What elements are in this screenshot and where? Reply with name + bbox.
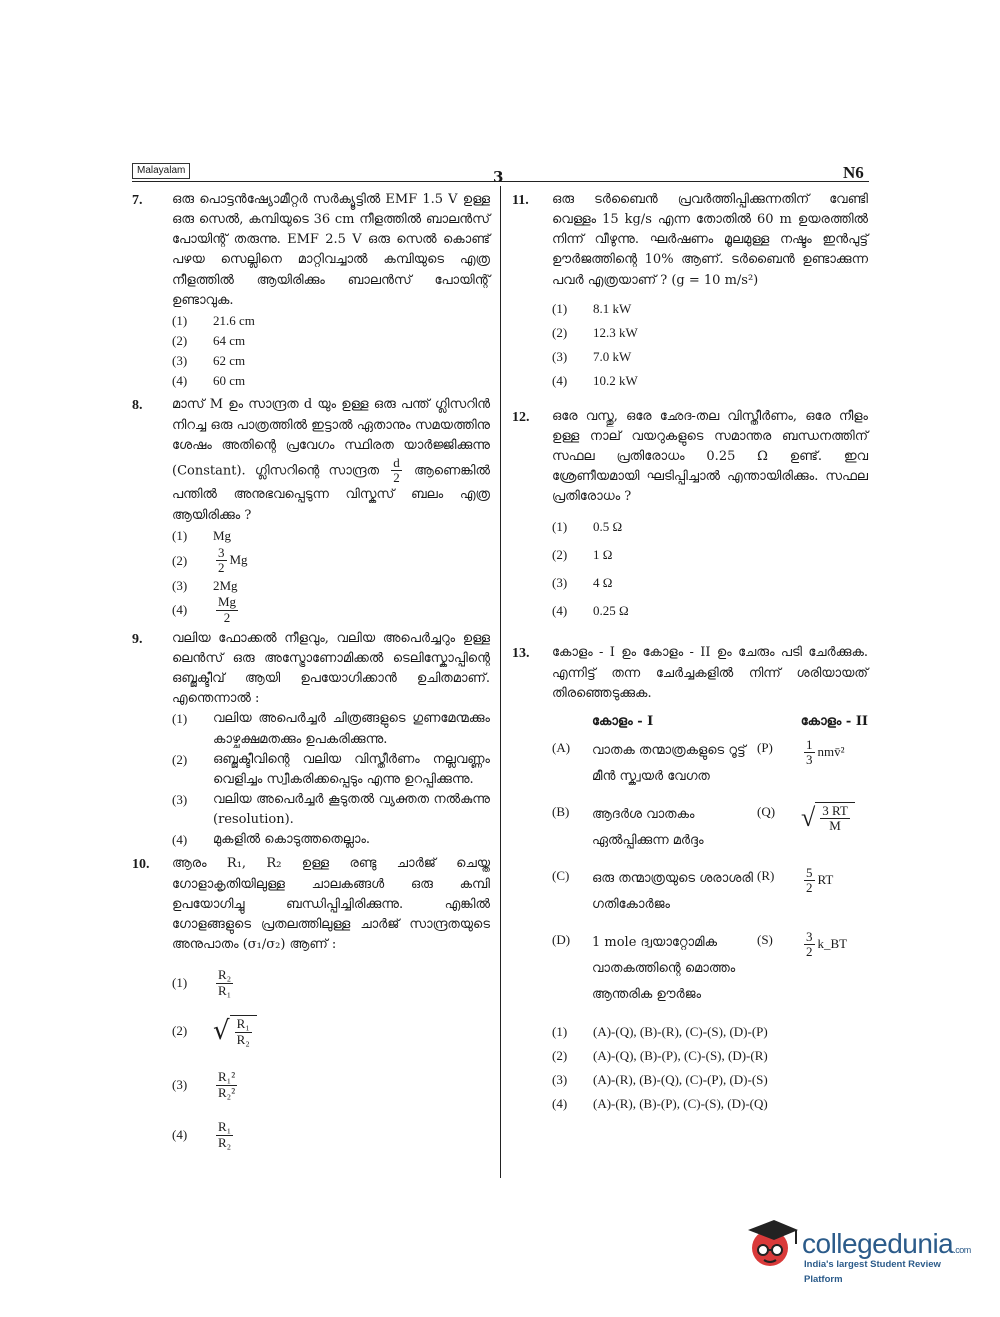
option-value: 0.5 Ω (593, 519, 623, 535)
brand-tld: .com (953, 1245, 971, 1255)
question-text-part-a: മാസ് M ഉം സാന്ദ്രത d യും ഉള്ള ഒരു പന്ത് ഗ്ലിസറിൻ നിറച്ച ഒരു പാത്രത്തിൽ ഇട്ടാൽ ഏതാനും സമയത്തിനു ശേഷം അതിന്റെ പ്രവേഗം സ്ഥിരത യാർജ്ജിക്കുന്നു (Constant). ഗ്ലിസറിന്റെ സാന്ദ്രത (172, 397, 490, 479)
option-value: 60 cm (213, 373, 246, 389)
option-value: 62 cm (213, 353, 246, 369)
option-label: (4) (552, 372, 568, 388)
match-label: (R) (757, 867, 775, 883)
options (172, 961, 490, 1157)
row-text: വാതക തന്മാത്രകളുടെ റൂട്ട് മീൻ സ്ക്വയർ വേഗത (592, 742, 746, 784)
option-fraction (235, 1017, 252, 1047)
option-label: (1) (172, 312, 188, 328)
option-label: (2) (172, 751, 188, 767)
option-label: (4) (552, 1095, 568, 1111)
option-fraction (216, 595, 238, 625)
formula-suffix: nmv̄² (817, 743, 845, 759)
option-label: (4) (172, 832, 188, 848)
fraction-numerator: d (393, 454, 400, 470)
option (552, 513, 868, 541)
option (552, 1092, 868, 1116)
fraction-denominator: M (829, 818, 841, 834)
option-label: (4) (172, 373, 188, 389)
square-root (801, 802, 855, 834)
question-text-part-b: ആണെങ്കിൽ പന്തിൽ അനുഭവപ്പെടുന്ന വിസ്കസ് ബലം എത്ര ആയിരിക്കും ? (172, 463, 490, 523)
question-text: കോളം - I ഉം കോളം - II ഉം ചേരും പടി ചേർക്കുക. എന്നിട്ട് തന്ന ചേർച്ചകളിൽ നിന്ന് ശരിയായത് തിരഞ്ഞെടുക്കുക. (552, 645, 868, 701)
option-label: (2) (552, 324, 568, 340)
option (172, 331, 490, 351)
formula-fraction (804, 866, 815, 896)
fraction-denominator: R₂ (218, 1134, 232, 1150)
option-value: Mg (213, 527, 232, 543)
language-tag: Malayalam (132, 163, 190, 179)
option-value (213, 546, 248, 576)
options (172, 311, 490, 392)
match-label: (Q) (757, 803, 776, 819)
fraction-denominator: 2 (223, 609, 231, 625)
option (172, 546, 490, 576)
option (552, 541, 868, 569)
option-value: മുകളിൽ കൊടുത്തതെല്ലാം. (213, 832, 371, 848)
option-value: (A)-(R), (B)-(P), (C)-(S), (D)-(Q) (593, 1095, 768, 1111)
option-value: 64 cm (213, 332, 246, 348)
option-value: ഒബ്ജക്ടീവിന്റെ വലിയ വിസ്തീർണം നല്ലവണ്ണം വെളിച്ചം സ്വീകരിക്കപ്പെടും എന്നു ഉറപ്പിക്കുന്നു. (213, 751, 490, 787)
option (172, 1005, 490, 1057)
right-column (512, 190, 868, 1120)
square-root (213, 1015, 257, 1047)
fraction-denominator: R₂² (218, 1084, 236, 1100)
option-label: (3) (172, 353, 188, 369)
paper-code: N6 (843, 163, 864, 182)
question-text (172, 395, 490, 525)
fraction-denominator: 2 (806, 880, 813, 896)
option (172, 371, 490, 391)
option-label: (1) (552, 300, 568, 316)
fraction-denominator: R₂ (236, 1031, 250, 1047)
option-fraction (216, 968, 233, 998)
option-label: (1) (172, 527, 188, 543)
option-label: (4) (172, 1127, 188, 1143)
fraction-numerator: R₁ (236, 1016, 250, 1032)
collegedunia-logo (740, 1212, 971, 1285)
row-text: ഒരു തന്മാത്രയുടെ ശരാശരി ഗതികോർജം (592, 870, 753, 912)
density-fraction (391, 456, 402, 486)
match-formula (801, 866, 868, 896)
row-label: (C) (552, 867, 570, 883)
option-label: (3) (552, 575, 568, 591)
option-fraction (216, 546, 227, 576)
fraction-denominator: 2 (806, 944, 813, 960)
option-value: 21.6 cm (213, 312, 255, 328)
option-label: (2) (172, 1023, 188, 1039)
option-label: (1) (172, 711, 188, 727)
match-row-a (552, 738, 868, 790)
question-12 (512, 407, 868, 626)
fraction-numerator: 3 RT (822, 802, 848, 818)
formula-suffix: RT (817, 871, 834, 887)
option (552, 1020, 868, 1044)
option (172, 750, 490, 790)
option-value: 0.25 Ω (593, 603, 629, 619)
left-column (132, 190, 490, 1161)
brand-tagline: India's largest Student Review Platform (804, 1259, 941, 1285)
radical-sign: √ (213, 1016, 230, 1047)
option (172, 595, 490, 625)
option (552, 597, 868, 625)
question-number: 12. (512, 409, 530, 425)
options (552, 1020, 868, 1116)
fraction-numerator: R₂ (218, 967, 232, 983)
column-1-heading: കോളം - I (592, 713, 654, 729)
fraction-denominator: 2 (393, 470, 400, 486)
match-row-c (552, 866, 868, 918)
option (552, 345, 868, 369)
question-9 (132, 629, 490, 851)
match-label: (P) (757, 739, 773, 755)
option-value: 7.0 kW (593, 348, 632, 364)
formula-fraction (820, 804, 850, 834)
question-number: 7. (132, 193, 143, 208)
option-label: (3) (552, 348, 568, 364)
match-label: (S) (757, 931, 773, 947)
option-value: വലിയ അപെർച്ചർ ചിത്രങ്ങളുടെ ഗുണമേന്മക്കും കാഴ്ചക്ഷമതക്കും ഉപകരിക്കുന്നു. (213, 711, 490, 747)
formula-fraction (804, 930, 815, 960)
option-label: (3) (172, 1077, 188, 1093)
brand-text: collegedunia (802, 1228, 954, 1259)
option-value: 10.2 kW (593, 372, 638, 388)
graduation-cap-icon (740, 1212, 802, 1274)
row-label: (B) (552, 803, 570, 819)
option-value: 2Mg (213, 577, 238, 593)
fraction-numerator: 3 (806, 928, 813, 944)
question-text: ഒരു ടർബൈൻ പ്രവർത്തിപ്പിക്കുന്നതിന് വേണ്ടി വെള്ളം 15 kg/s എന്ന തോതിൽ 60 m ഉയരത്തിൽ നിന്ന് വീഴുന്നു. ഘർഷണം മൂലമുള്ള നഷ്ടം ഇൻപുട്ട് ഊർജത്തിന്റെ 10% ആണ്. ടർബൈൻ ഉണ്ടാക്കുന്ന പവർ എത്രയാണ് ? (g = 10 m/s²) (552, 192, 868, 288)
radicand (815, 802, 855, 834)
row-text: ആദർശ വാതകം ഏൽപ്പിക്കുന്ന മർദ്ദം (592, 806, 704, 848)
option-value (213, 595, 241, 625)
option (172, 961, 490, 1005)
fraction-numerator: 1 (806, 736, 813, 752)
option-value: (A)-(R), (B)-(Q), (C)-(P), (D)-(S) (593, 1071, 768, 1087)
match-formula (801, 802, 868, 834)
option (172, 1057, 490, 1113)
option-label: (2) (552, 1047, 568, 1063)
option-value: 12.3 kW (593, 324, 638, 340)
option-label: (3) (172, 792, 188, 808)
question-number: 11. (512, 193, 529, 208)
match-table-header (552, 712, 868, 732)
options (172, 709, 490, 850)
option-value: വലിയ അപെർച്ചർ കൂടുതൽ വ്യക്തത നൽകുന്നു (resolution). (213, 792, 490, 828)
fraction-denominator: R₁ (218, 982, 232, 998)
column-2-heading: കോളം - II (800, 713, 868, 729)
column-divider (500, 186, 501, 1178)
row-label: (D) (552, 931, 571, 947)
option (172, 790, 490, 830)
option (172, 709, 490, 749)
question-13 (512, 643, 868, 1116)
options (172, 526, 490, 625)
option-value: 1 Ω (593, 547, 613, 563)
row-text: 1 mole ദ്വയാറ്റോമിക വാതകത്തിന്റെ മൊത്തം ആന്തരിക ഊർജം (592, 934, 736, 1002)
question-7 (132, 190, 490, 391)
question-text: വലിയ ഫോക്കൽ നീളവും, വലിയ അപെർച്ചറും ഉള്ള ലെൻസ് ഒരു അസ്ട്രോണോമിക്കൽ ടെലിസ്കോപ്പിന്റെ ഒബ്ജക്ടീവ് ആയി ഉപയോഗിക്കാൻ ഉചിതമാണ്. എന്തെന്നാൽ : (172, 630, 490, 707)
option (172, 1113, 490, 1157)
option (552, 297, 868, 321)
option-fraction (216, 1120, 233, 1150)
fraction-numerator: R₁ (218, 1119, 232, 1135)
option-label: (4) (552, 603, 568, 619)
option (552, 569, 868, 597)
option (552, 369, 868, 393)
option-value: (A)-(Q), (B)-(R), (C)-(S), (D)-(P) (593, 1023, 768, 1039)
option (172, 351, 490, 371)
option-value: 8.1 kW (593, 300, 632, 316)
option-label: (2) (172, 552, 188, 568)
option-value: (A)-(Q), (B)-(P), (C)-(S), (D)-(R) (593, 1047, 768, 1063)
question-number: 8. (132, 398, 143, 414)
option-value: 4 Ω (593, 575, 613, 591)
option-label: (1) (172, 975, 188, 991)
radical-sign: √ (801, 802, 816, 832)
fraction-denominator: 3 (806, 752, 813, 768)
question-11 (512, 190, 868, 393)
question-10 (132, 854, 490, 1157)
question-number: 10. (132, 857, 150, 873)
question-number: 9. (132, 631, 143, 647)
options (552, 297, 868, 393)
fraction-numerator: 3 (218, 544, 225, 560)
option-label: (3) (172, 577, 188, 593)
radicand (230, 1015, 257, 1047)
option-fraction (216, 1070, 237, 1100)
option-label: (3) (552, 1071, 568, 1087)
option (552, 1068, 868, 1092)
fraction-numerator: R₁² (218, 1069, 236, 1085)
option (172, 830, 490, 850)
fraction-numerator: Mg (218, 594, 237, 610)
option-label: (1) (552, 519, 568, 535)
option (172, 575, 490, 595)
formula-suffix: k_BT (817, 935, 848, 951)
question-text: ഒരു പൊട്ടൻഷ്യോമീറ്റർ സർക്യൂട്ടിൽ EMF 1.5 V ഉള്ള ഒരു സെൽ, കമ്പിയുടെ 36 cm നീളത്തിൽ ബാലൻസ് പോയിന്റ് തരുന്നു. EMF 2.5 V ഒരു സെൽ കൊണ്ട് പഴയ സെല്ലിനെ മാറ്റിവച്ചാൽ കമ്പിയുടെ എത്ര നീളത്തിൽ ആയിരിക്കും ബാലൻസ് പോയിന്റ് ഉണ്ടാവുക. (172, 192, 490, 308)
match-row-d (552, 930, 868, 1008)
match-formula (801, 930, 868, 960)
question-8 (132, 395, 490, 624)
header-rule (132, 181, 869, 182)
option (552, 1044, 868, 1068)
option (552, 321, 868, 345)
option-suffix: Mg (229, 551, 248, 567)
row-label: (A) (552, 739, 571, 755)
fraction-numerator: 5 (806, 864, 813, 880)
option-label: (2) (552, 547, 568, 563)
option-label: (2) (172, 332, 188, 348)
options (552, 513, 868, 625)
page-number: 3 (493, 168, 504, 186)
option-label: (4) (172, 602, 188, 618)
match-row-b (552, 802, 868, 854)
option-label: (1) (552, 1023, 568, 1039)
fraction-denominator: 2 (218, 560, 225, 575)
question-text: ആരം R₁, R₂ ഉള്ള രണ്ടു ചാർജ് ചെയ്ത ഗോളാകൃതിയിലുള്ള ചാലകങ്ങൾ ഒരു കമ്പി ഉപയോഗിച്ചു ബന്ധിപ്പിച്ചിരിക്കുന്നു. എങ്കിൽ ഗോളങ്ങളുടെ പ്രതലത്തിലുള്ള ചാർജ് സാന്ദ്രതയുടെ അനുപാതം (σ₁/σ₂) ആണ് : (172, 856, 490, 952)
formula-fraction (804, 738, 815, 768)
option (172, 526, 490, 546)
match-formula (801, 738, 868, 768)
question-text: ഒരേ വസ്തു, ഒരേ ഛേദ-തല വിസ്തീർണം, ഒരേ നീളം ഉള്ള നാല് വയറുകളുടെ സമാന്തര ബന്ധനത്തിന് സഫല പ്രതിരോധം 0.25 Ω ഉണ്ട്. ഇവ ശ്രേണീയമായി ഘടിപ്പിച്ചാൽ എന്തായിരിക്കും. സഫല പ്രതിരോധം ? (552, 408, 868, 505)
question-number: 13. (512, 646, 530, 662)
option (172, 311, 490, 331)
